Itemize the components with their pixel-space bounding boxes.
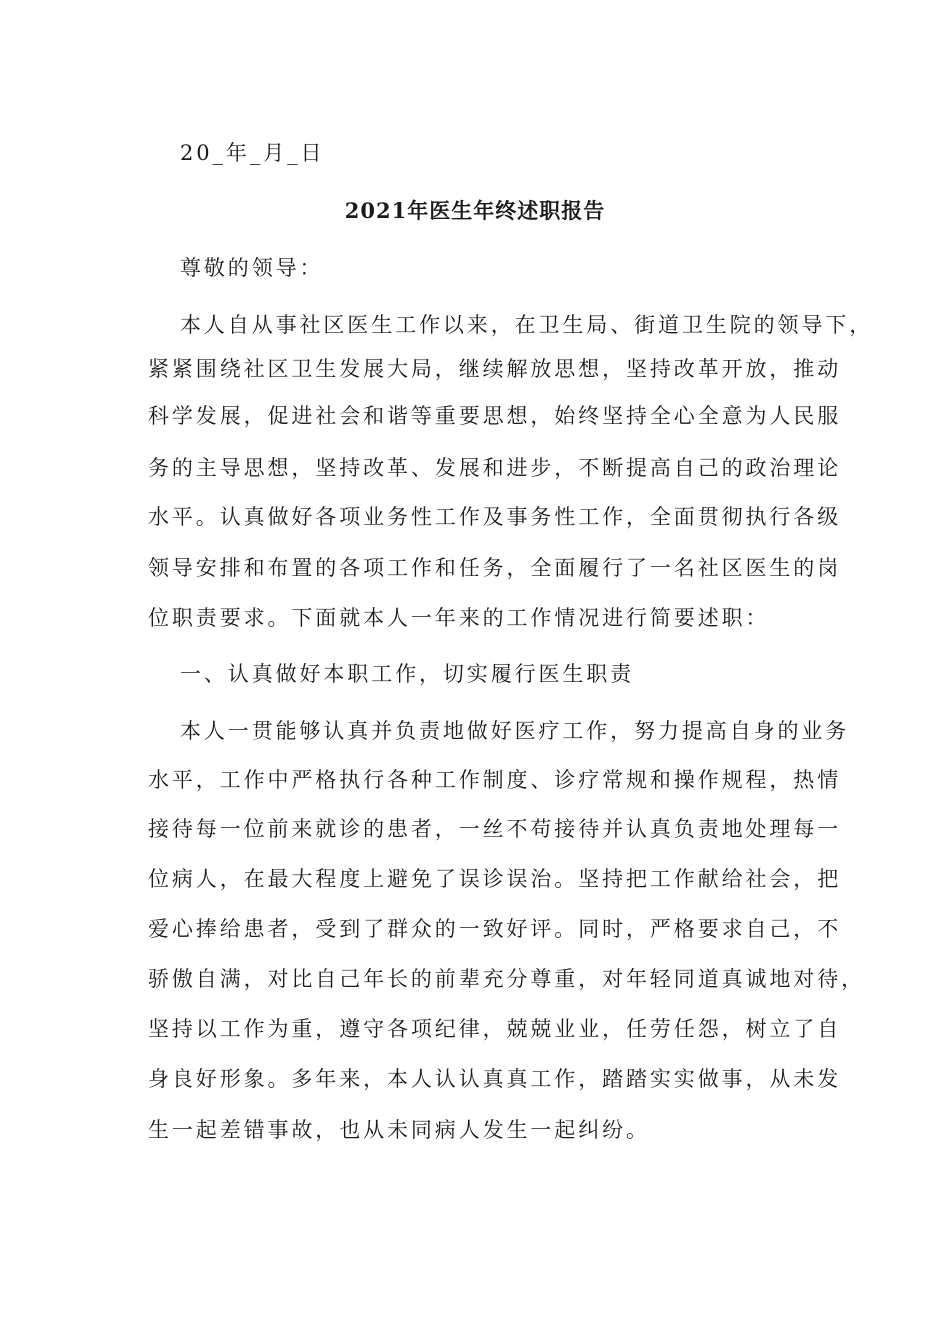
paragraph2-line: 水平，工作中严格执行各种工作制度、诊疗常规和操作规程，热情: [148, 768, 842, 792]
paragraph1-line: 紧紧围绕社区卫生发展大局，继续解放思想，坚持改革开放，推动: [148, 357, 842, 381]
paragraph1-line: 科学发展，促进社会和谐等重要思想，始终坚持全心全意为人民服: [148, 404, 842, 428]
paragraph1-line: 水平。认真做好各项业务性工作及事务性工作，全面贯彻执行各级: [148, 505, 842, 529]
paragraph2-line: 坚持以工作为重，遵守各项纪律，兢兢业业，任劳任怨，树立了自: [148, 1017, 842, 1041]
paragraph2-line: 本人一贯能够认真并负责地做好医疗工作，努力提高自身的业务: [180, 719, 850, 743]
paragraph2-line: 生一起差错事故，也从未同病人发生一起纠纷。: [148, 1118, 650, 1142]
date-line: 20_年_月_日: [180, 141, 325, 165]
paragraph2-line: 接待每一位前来就诊的患者，一丝不苟接待并认真负责地处理每一: [148, 817, 842, 841]
paragraph1-line: 位职责要求。下面就本人一年来的工作情况进行简要述职：: [148, 606, 770, 630]
section1-heading: 一、认真做好本职工作，切实履行医生职责: [180, 662, 635, 686]
document-title: 2021年医生年终述职报告: [344, 198, 606, 223]
paragraph1-line: 领导安排和布置的各项工作和任务，全面履行了一名社区医生的岗: [148, 556, 842, 580]
paragraph1-line: 务的主导思想，坚持改革、发展和进步，不断提高自己的政治理论: [148, 456, 842, 480]
paragraph1-line: 本人自从事社区医生工作以来，在卫生局、街道卫生院的领导下，: [180, 313, 874, 337]
paragraph2-line: 骄傲自满，对比自己年长的前辈充分尊重，对年轻同道真诚地对待，: [148, 967, 865, 991]
paragraph2-line: 爱心捧给患者，受到了群众的一致好评。同时，严格要求自己，不: [148, 917, 842, 941]
salutation: 尊敬的领导：: [180, 256, 324, 280]
paragraph2-line: 身良好形象。多年来，本人认认真真工作，踏踏实实做事，从未发: [148, 1067, 842, 1091]
paragraph2-line: 位病人，在最大程度上避免了误诊误治。坚持把工作献给社会，把: [148, 867, 842, 891]
